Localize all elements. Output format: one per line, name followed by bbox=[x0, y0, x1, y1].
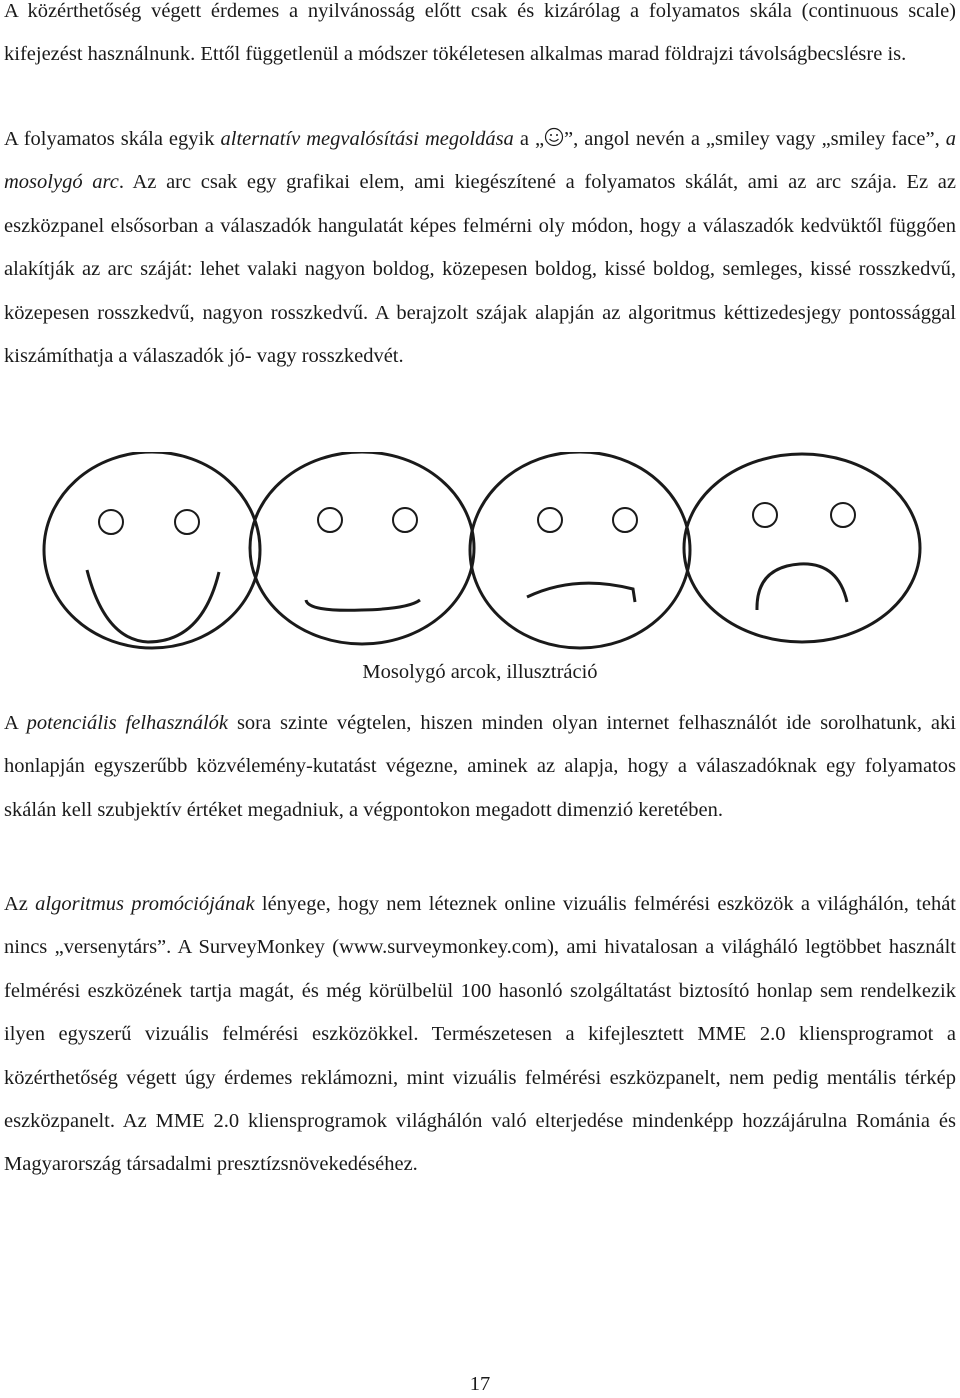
paragraph-smiley-text-2: a „ bbox=[513, 128, 545, 150]
paragraph-promotion bbox=[4, 883, 956, 1187]
paragraph-potential-users-text-1: A bbox=[4, 712, 27, 734]
paragraph-intro bbox=[4, 0, 956, 77]
paragraph-potential-users bbox=[4, 702, 956, 832]
paragraph-intro-text: A közérthetőség végett érdemes a nyilvánosság előtt csak és kizárólag a folyamatos skála (continuous scale) kifejezést használnunk. Ettől függetlenül a módszer tökéletesen alkalmas marad földrajzi távolságbecslésre is. bbox=[4, 0, 956, 66]
smiley-faces-figure bbox=[0, 452, 960, 692]
paragraph-smiley-italic-1: alternatív megvalósítási megoldása bbox=[220, 128, 514, 150]
very-happy-face bbox=[44, 452, 260, 648]
paragraph-smiley-text-1: A folyamatos skála egyik bbox=[4, 128, 221, 150]
slightly-sad-face bbox=[470, 452, 690, 648]
smiley-icon bbox=[544, 127, 564, 147]
paragraph-potential-users-text-2: sora szinte végtelen, hiszen minden olyan internet felhasználót ide sorolhatunk, aki honlapján egyszerűbb közvélemény-kutatást végezne, aminek az alapja, hogy a válaszadóknak egy folyamatos skálán kell szubjektív értéket megadniuk, a végpontokon megadott dimenzió keretében. bbox=[4, 712, 956, 821]
paragraph-smiley-italic-2: a mosolygó arc bbox=[4, 128, 956, 194]
paragraph-promotion-text-2: lényege, hogy nem léteznek online vizuális felmérési eszközök a világhálón, tehát nincs „versenytárs”. A SurveyMonkey (www.surveymonkey.com), ami hivatalosan a világháló legtöbbet használt felmérési eszközének tartja magát, és még körülbelül 100 hasonló szolgáltatást biztosító honlap sem rendelkezik ilyen egyszerű vizuális felmérési eszközökkel. Természetesen a kifejlesztett MME 2.0 kliensprogramot a közérthetőség végett úgy érdemes reklámozni, mint vizuális felmérési eszközpanelt, nem pedig mentális térkép eszközpanelt. Az MME 2.0 kliensprogramok világhálón való elterjedése mindenképp hozzájárulna Románia és Magyarország társadalmi presztízsnövekedéséhez. bbox=[4, 893, 956, 1176]
paragraph-promotion-italic: algoritmus promóciójának bbox=[35, 893, 255, 915]
neutral-face bbox=[250, 452, 474, 644]
smiley-faces-illustration bbox=[0, 452, 960, 692]
paragraph-smiley bbox=[4, 118, 956, 378]
paragraph-smiley-text-4: . Az arc csak egy grafikai elem, ami kiegészítené a folyamatos skálát, ami az arc szája. Ez az eszközpanel elsősorban a válaszadók hangulatát képes felmérni oly módon, hogy a válaszadók kedvüktől függően alakítják az arc száját: lehet valaki nagyon boldog, közepesen boldog, kissé boldog, semleges, kissé rosszkedvű, közepesen rosszkedvű, nagyon rosszkedvű. A berajzolt szájak alapján az algoritmus kéttizedesjegy pontossággal kiszámíthatja a válaszadók jó- vagy rosszkedvét. bbox=[4, 171, 956, 368]
paragraph-potential-users-italic: potenciális felhasználók bbox=[26, 712, 229, 734]
paragraph-promotion-text-1: Az bbox=[4, 893, 36, 915]
page-number: 17 bbox=[469, 1373, 491, 1395]
very-sad-face bbox=[684, 454, 920, 642]
paragraph-smiley-text-3: ”, angol nevén a „smiley vagy „smiley face”, bbox=[564, 128, 946, 150]
figure-caption: Mosolygó arcok, illusztráció bbox=[362, 661, 598, 683]
